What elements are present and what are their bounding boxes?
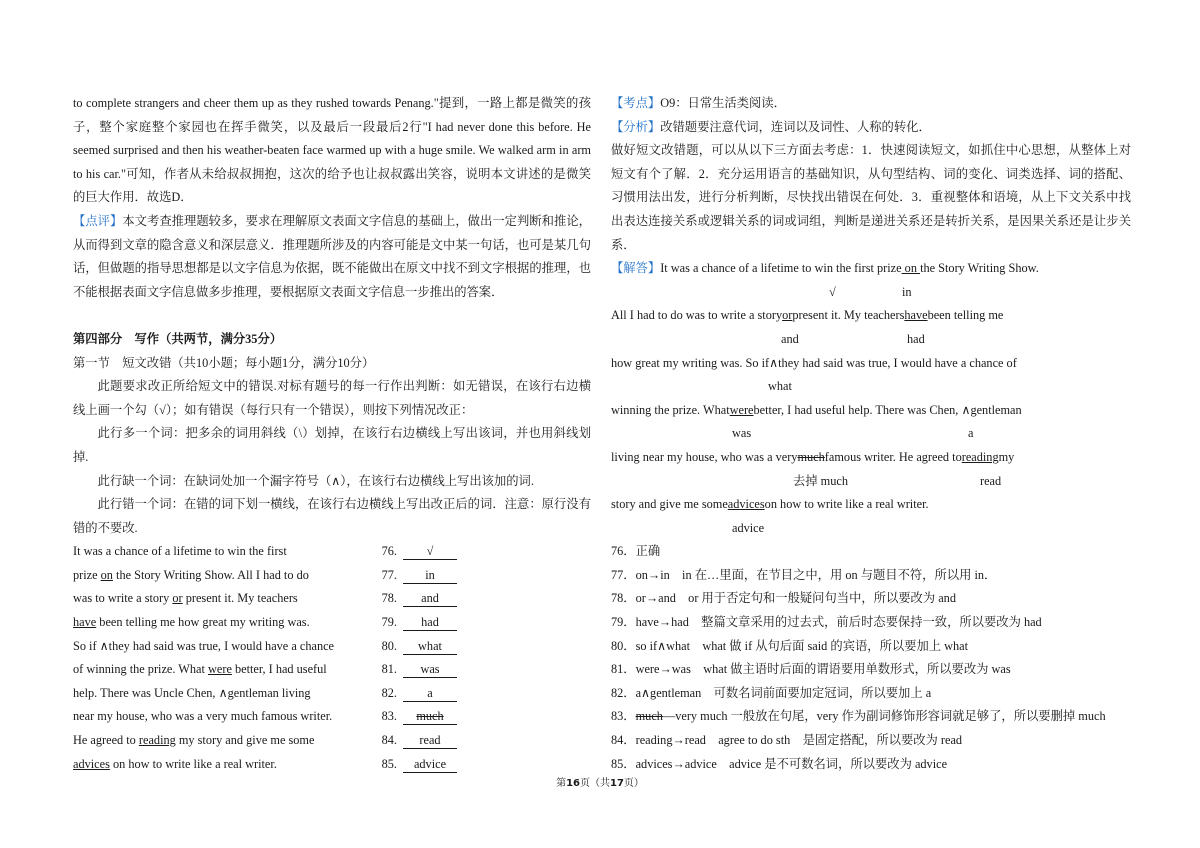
section-title: 第四部分 写作（共两节，满分35分） [73,331,283,346]
comment-text: 本文考查推理题较多，要求在理解原文表面文字信息的基础上，做出一定判断和推论，从而得到文章的隐含意义和深层意义．推理题所涉及的内容可能是文中某一句话，也可是某几句话，但做题的指导思想都是以文字信息为依据，既不能做出在原文中找不到文字根据的推理，也不能根据表面文字信息做多步推理，要根据原文表面文字信息一步推出的答案． [73,213,591,299]
page-number: 16 [566,778,580,789]
answer-blank: in [403,568,457,584]
jieda-line: 【解答】It was a chance of a lifetime to win the first prize on the Story Writing Show. [611,261,1039,276]
subsection-title: 第一节 短文改错（共10小题；每小题1分，满分10分） [73,355,375,370]
instruction-extra-word: 此行多一个词：把多余的词用斜线（\）划掉，在该行右边横线上写出该词，并也用斜线划掉. [73,426,591,464]
answer-passage-line: how great my writing was. So if∧they had said was true, I would have a chance of [611,355,1017,370]
left-column [73,92,591,776]
answer-blank: read [403,733,457,749]
passage-row: of winning the prize. What were better, I had useful 81. was [73,658,591,682]
explanation-item: 80．so if∧what what 做 if 从句后面 said 的宾语，所以要加上 what [611,638,969,653]
answer-passage-line: winning the prize. What were better, I had useful help. There was Chen, ∧gentleman [611,402,1022,417]
correction-line: what [768,379,792,394]
answer-passage-line: story and give me some advices on how to write like a real writer. [611,497,929,512]
passage-row: It was a chance of a lifetime to win the first 76. √ [73,540,591,564]
correction-line: √ in [829,284,912,299]
answer-blank: much [403,709,457,725]
passage-row: near my house, who was a very much famous writer. 83. much [73,705,591,729]
answer-blank: advice [403,757,457,773]
instruction-wrong-word: 此行错一个词：在错的词下划一横线，在该行右边横线上写出改正后的词．注意：原行没有错的不要改. [73,497,591,535]
explanation-item: 84．reading→read agree to do sth 是固定搭配，所以要改为 read [611,733,963,748]
fenxi-line: 【分析】改错题要注意代词，连词以及词性、人称的转化． [611,119,931,134]
fenxi-detail: 做好短文改错题，可以从以下三方面去考虑：1．快速阅读短文，如抓住中心思想，从整体上对短文有个了解．2．充分运用语言的基础知识，从句型结构、词的变化、词类选择、词的搭配、习惯用法出发，进行分析判断，尽快找出错误在何处．3．重视整体和语境，从上下文关系中找出表达连接关系或逻辑关系的词或词组，判断是递进关系还是转折关系，是因果关系还是让步关系． [611,143,1131,252]
instruction-missing-word: 此行缺一个词：在缺词处加一个漏字符号（∧），在该行右边横线上写出该加的词. [97,473,534,488]
correction-line: 去掉 much read [793,473,1002,488]
passage-rows [73,540,591,776]
comment-tag: 【点评】 [73,213,123,228]
explanation-item: 76．正确 [611,544,661,559]
answer-blank: and [403,591,457,607]
correction-line: was a [732,426,974,441]
answer-passage-line: living near my house, who was a very much famous writer. He agreed to reading my [611,449,1015,464]
answer-blank: a [403,686,457,702]
explanation-item: 78．or→and or 用于否定句和一般疑问句当中，所以要改为 and [611,591,956,606]
passage-row: help. There was Uncle Chen, ∧gentleman living 82. a [73,682,591,706]
kaodian-line: 【考点】O9：日常生活类阅读． [611,96,786,110]
passage-row: was to write a story or present it. My teachers 78. and [73,587,591,611]
explanation-item: 83． much —very much 一般放在句尾，very 作为副词修饰形容词就足够了，所以要删掉 much [611,709,1106,724]
passage-row: have been telling me how great my writing was. 79. had [73,611,591,635]
right-column [611,92,1131,776]
comment-paragraph [73,210,591,304]
answer-blank: had [403,615,457,631]
passage-row: He agreed to reading my story and give me some 84. read [73,729,591,753]
answer-passage-line: All I had to do was to write a story or present it. My teachers have been telling me [611,308,1004,323]
explanation-item: 79．have→had 整篇文章采用的过去式，前后时态要保持一致，所以要改为 had [611,615,1042,630]
answer-blank: was [403,662,457,678]
explanation-list [611,540,1131,776]
page-footer: 第16页（共17页） [556,778,644,789]
fenxi-tag: 【分析】 [611,119,661,134]
jieda-tag: 【解答】 [611,261,661,276]
correction-line: advice [732,520,765,535]
total-pages: 17 [610,778,624,789]
kaodian-tag: 【考点】 [611,96,661,110]
explanation-paragraph: to complete strangers and cheer them up as they rushed towards Penang."提到，一路上都是微笑的孩子，整个家庭整个家园也在挥手微笑，以及最后一段最后2行"I had never done this before. He seemed surprised and then his weather-beaten face warmed up with a huge smile. We walked arm in arm to his car."可知，作者从未给叔叔拥抱，这次的给予也让叔叔露出笑容，说明本文讲述的是微笑的巨大作用．故选D． [73,96,591,205]
explanation-item: 81．were→was what 做主语时后面的谓语要用单数形式，所以要改为 was [611,662,1011,677]
passage-row: So if ∧they had said was true, I would have a chance 80. what [73,635,591,659]
explanation-item: 77．on→in in 在…里面，在节目之中，用 on 与题目不符，所以用 in． [611,567,997,582]
passage-row: advices on how to write like a real writer. 85. advice [73,753,591,777]
answer-blank: √ [403,544,457,560]
correction-line: and had [781,331,925,346]
explanation-item: 85．advices→advice advice 是不可数名词，所以要改为 advice [611,756,948,771]
passage-row: prize on the Story Writing Show. All I had to do 77. in [73,564,591,588]
explanation-item: 82．a∧gentleman 可数名词前面要加定冠词，所以要加上 a [611,685,932,700]
instruction-main: 此题要求改正所给短文中的错误.对标有题号的每一行作出判断：如无错误，在该行右边横线上画一个勾（√）；如有错误（每行只有一个错误），则按下列情况改正： [73,379,591,417]
answer-blank: what [403,639,457,655]
